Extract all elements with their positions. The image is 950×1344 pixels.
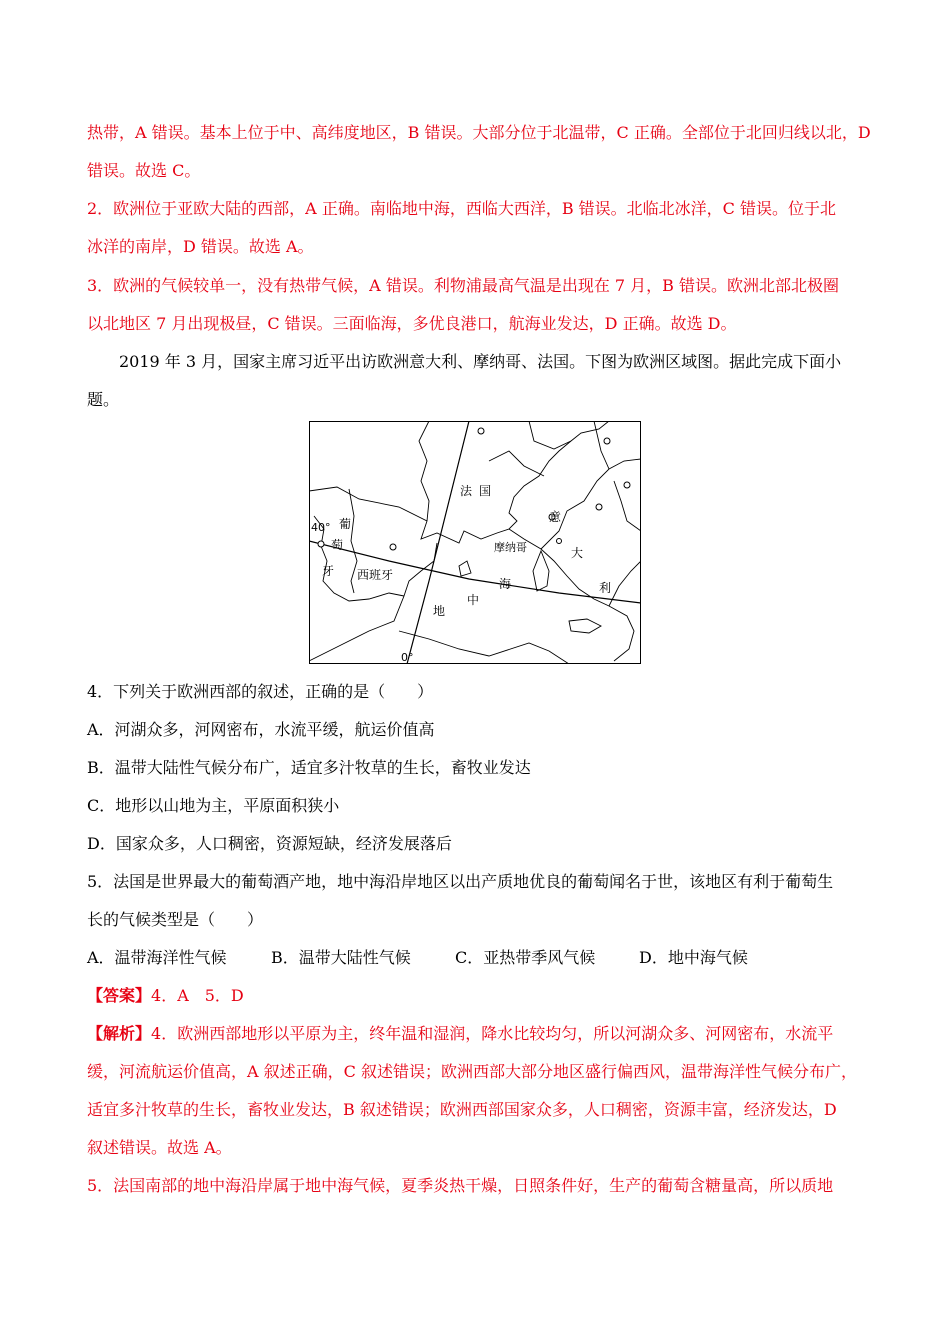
label-portugal: 牙 [322,564,335,578]
analysis-line: 错误。故选 C。 [87,161,201,180]
analysis-line [87,1024,887,1044]
option-b: B．温带大陆性气候分布广，适宜多汁牧草的生长，畜牧业发达 [87,758,531,777]
option-a: A．温带海洋性气候 [87,948,227,967]
analysis-line: 热带，A 错误。基本上位于中、高纬度地区，B 错误。大部分位于北温带，C 正确。全部位于北回归线以北，D [87,123,871,142]
option-d: D．地中海气候 [639,948,748,967]
analysis-line: 5．法国南部的地中海沿岸属于地中海气候，夏季炎热干燥，日照条件好，生产的葡萄含糖量高，所以质地 [87,1176,834,1195]
label-spain: 西班牙 [357,568,394,582]
label-longitude: 0° [401,651,414,664]
label-france: 法 [460,484,473,498]
label-france: 国 [479,484,492,498]
label-sea: 海 [499,577,512,591]
analysis-text: 4．欧洲西部地形以平原为主，终年温和湿润，降水比较均匀，所以河湖众多、河网密布，水流平 [151,1024,834,1043]
question-stem: 5．法国是世界最大的葡萄酒产地，地中海沿岸地区以出产质地优良的葡萄闻名于世，该地区有利于葡萄生 [87,872,834,891]
label-latitude: 40° [311,521,331,534]
label-sea: 地 [433,604,446,618]
analysis-line: 3．欧洲的气候较单一，没有热带气候，A 错误。利物浦最高气温是出现在 7 月，B 错误。欧洲北部北极圈 [87,276,840,295]
answer-line [87,986,887,1006]
label-monaco: 摩纳哥 [494,541,527,554]
option-b: B．温带大陆性气候 [271,948,411,967]
option-c: C．亚热带季风气候 [455,948,596,967]
intro-line: 2019 年 3 月，国家主席习近平出访欧洲意大利、摩纳哥、法国。下图为欧洲区域图。据此完成下面小 [119,352,842,371]
label-portugal: 葡 [339,517,352,531]
option-a: A．河湖众多，河网密布，水流平缓，航运价值高 [87,720,435,739]
analysis-line: 2．欧洲位于亚欧大陆的西部，A 正确。南临地中海，西临大西洋，B 错误。北临北冰洋，C 错误。位于北 [87,199,836,218]
label-sea: 中 [467,593,480,607]
answer-text: 4．A 5．D [151,986,244,1005]
intro-line: 题。 [87,390,120,409]
label-italy: 利 [599,581,612,595]
label-italy: 意 [549,510,562,524]
option-c: C．地形以山地为主，平原面积狭小 [87,796,340,815]
analysis-line: 缓，河流航运价值高，A 叙述正确，C 叙述错误；欧洲西部大部分地区盛行偏西风，温带海洋性气候分布广， [87,1062,857,1081]
option-d: D．国家众多，人口稠密，资源短缺，经济发展落后 [87,834,452,853]
question-stem: 4．下列关于欧洲西部的叙述，正确的是（ ） [87,682,434,701]
question-stem: 长的气候类型是（ ） [87,910,264,929]
analysis-tag: 【解析】 [87,1024,152,1043]
label-portugal: 萄 [331,538,344,552]
answer-tag: 【答案】 [87,986,152,1005]
analysis-line: 以北地区 7 月出现极昼，C 错误。三面临海，多优良港口，航海业发达，D 正确。故选 D。 [87,314,737,333]
analysis-line: 适宜多汁牧草的生长，畜牧业发达，B 叙述错误；欧洲西部国家众多，人口稠密，资源丰富，经济发达，D [87,1100,837,1119]
analysis-line: 叙述错误。故选 A。 [87,1138,232,1157]
label-italy: 大 [571,546,584,560]
europe-region-map [309,421,641,664]
analysis-line: 冰洋的南岸，D 错误。故选 A。 [87,237,314,256]
options-row [87,948,887,968]
